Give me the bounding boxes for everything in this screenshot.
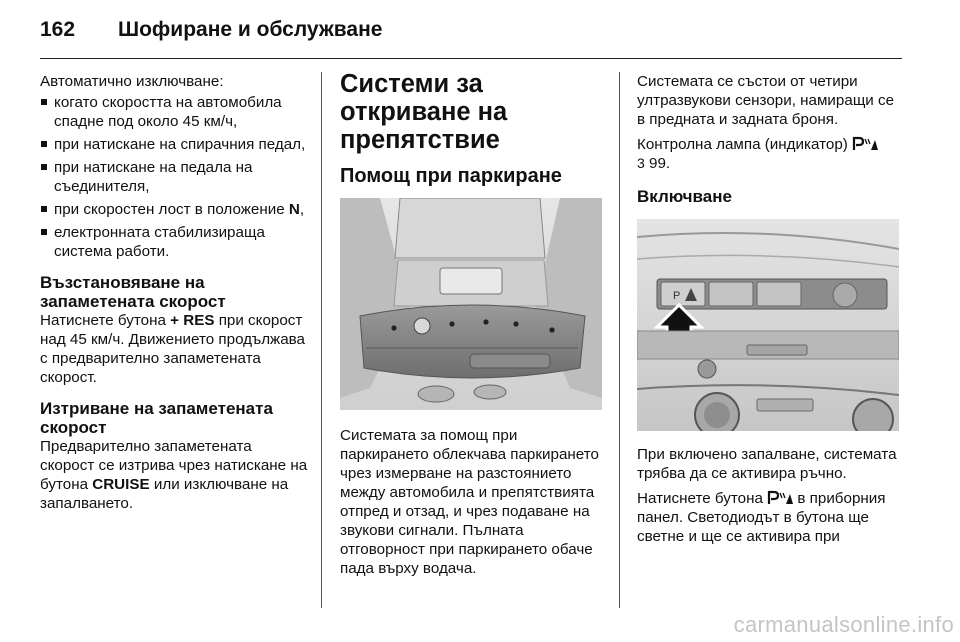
list-item: при натискане на педала на съединителя,: [40, 158, 308, 196]
erase-heading: Изтриване на запаметената скорост: [40, 399, 273, 437]
erase-text: Предварително запаметената скорост се изтрива чрез натискане на бутона CRUISE или изключване на запалването.: [40, 438, 308, 512]
auto-off-intro: Автоматично изключване:: [40, 73, 224, 90]
column-divider: [321, 72, 322, 608]
svg-text:P: P: [673, 290, 681, 302]
resume-heading: Възстановяване на запаметената скорост: [40, 273, 226, 311]
column-right: [637, 72, 905, 546]
parking-assist-description: Системата за помощ при паркирането облекчава паркирането чрез измерване на разстоянието между автомобила и препятствията отпред и отзад, и чрез подаване на звукови сигнали. Пълната отговорност при паркирането обаче пада върху водача.: [340, 427, 599, 577]
column-left: [40, 72, 308, 513]
page-header: [40, 18, 382, 48]
page-reference-icon: 3: [637, 155, 645, 171]
page-section-title: Шофиране и обслужване: [118, 18, 383, 41]
list-item: при скоростен лост в положение N,: [40, 200, 308, 219]
section-subtitle: Помощ при паркиране: [340, 165, 562, 187]
list-item: когато скоростта на автомобила спадне под около 45 км/ч,: [40, 93, 308, 131]
activation-heading: Включване: [637, 187, 732, 206]
list-item: електронната стабилизираща система работи.: [40, 223, 308, 261]
res-button-label: + RES: [170, 312, 215, 329]
resume-text: Натиснете бутона + RES при скорост над 45 км/ч. Движението продължава с предварително запаметената скорост.: [40, 312, 306, 386]
indicator-lamp-text: Контролна лампа (индикатор) 3 99.: [637, 135, 905, 173]
page-number: 162: [40, 18, 76, 41]
section-title: Системи за откриване на препятствие: [340, 70, 508, 154]
activation-text: При включено запалване, системата трябва да се активира ръчно.: [637, 446, 897, 482]
auto-off-list: [40, 93, 308, 261]
cruise-button-label: CRUISE: [92, 476, 150, 493]
parking-sensor-icon: [767, 490, 793, 505]
gear-position-n: N: [288, 201, 300, 218]
button-instruction: Натиснете бутона в приборния панел. Светодиодът в бутона ще светне и ще се активира при: [637, 490, 886, 545]
watermark: carmanualsonline.info: [733, 612, 954, 637]
rear-bumper-sensors-photo: [340, 198, 602, 410]
header-divider: [40, 58, 902, 59]
dashboard-button-photo: [637, 219, 899, 431]
parking-sensor-icon: [852, 136, 878, 151]
sensors-description: Системата се състои от четири ултразвукови сензори, намиращи се в предната и задната броня.: [637, 73, 895, 128]
column-middle: [340, 72, 602, 578]
list-item: при натискане на спирачния педал,: [40, 135, 308, 154]
column-divider: [619, 72, 620, 608]
